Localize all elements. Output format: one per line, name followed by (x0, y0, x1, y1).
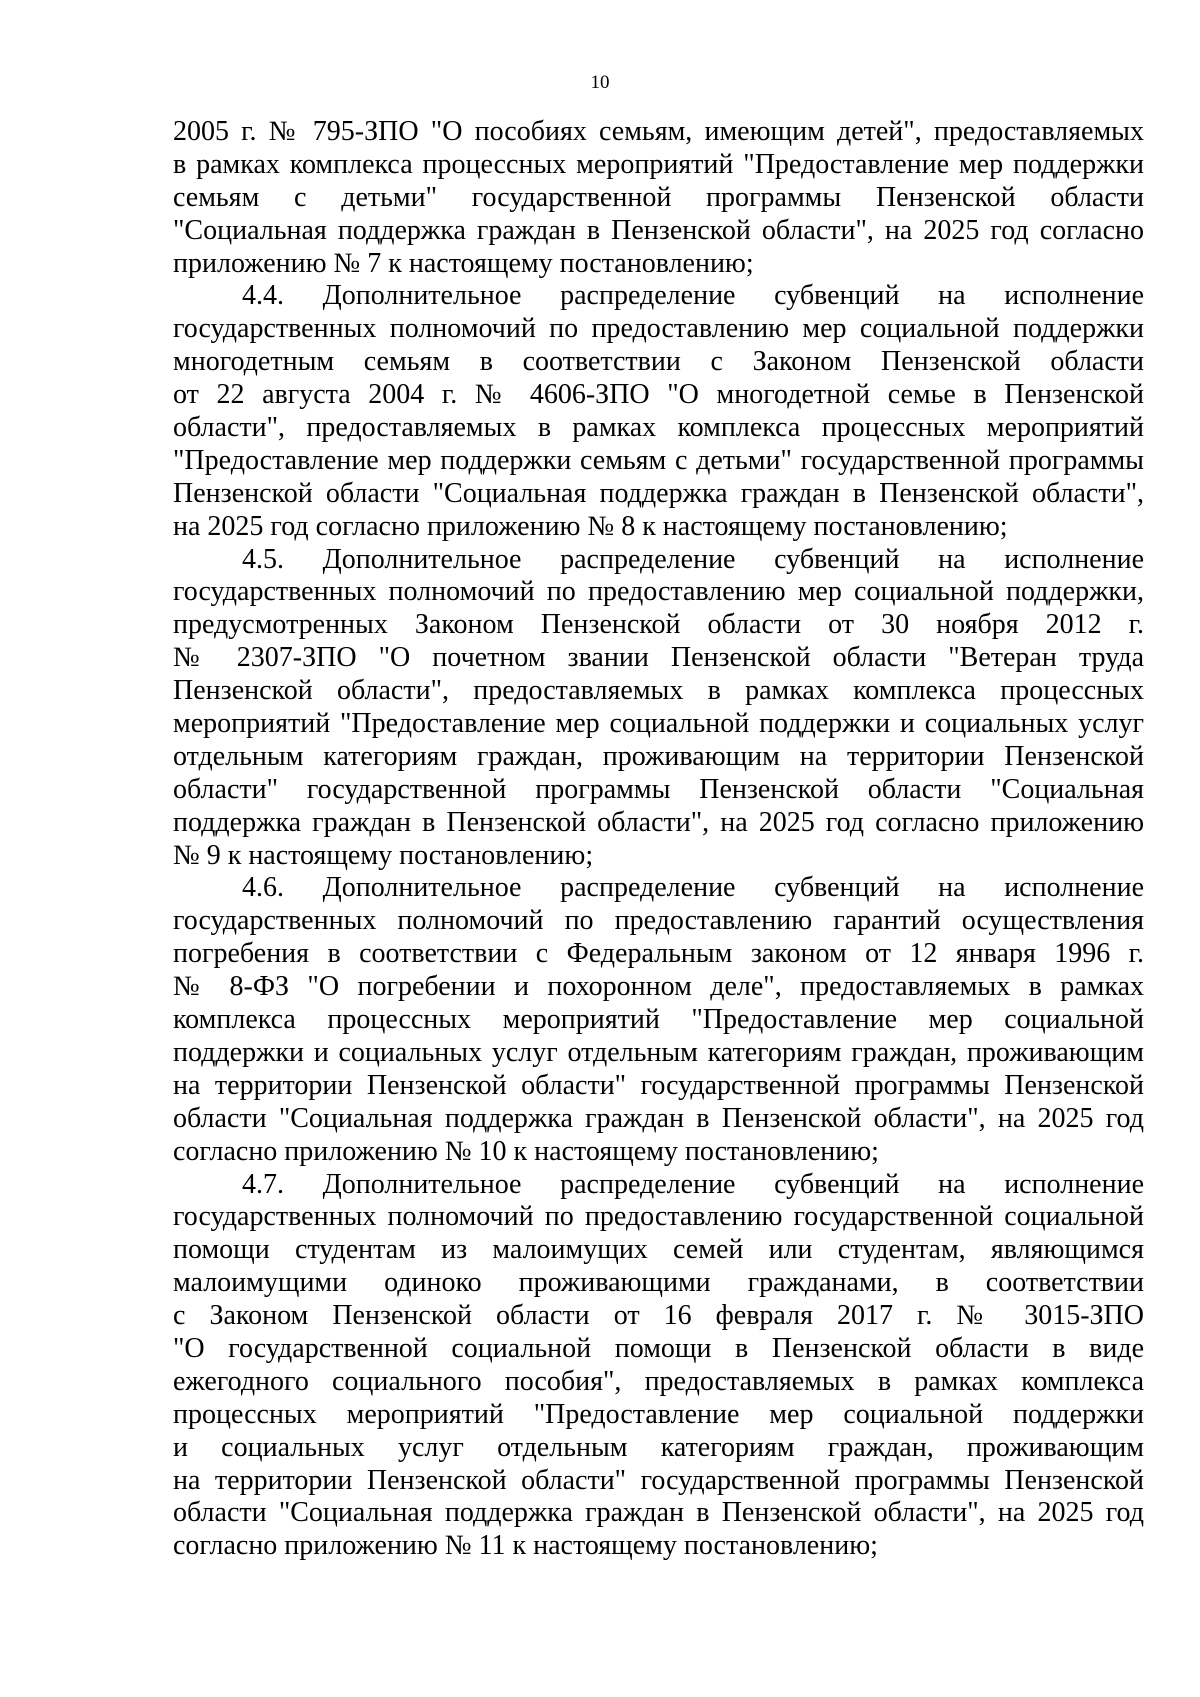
page-number: 10 (590, 72, 610, 93)
text-line: области "Социальная поддержка граждан в Пензенской области", на 2025 год (173, 1102, 1144, 1134)
text-line: на территории Пензенской области" государственной программы Пензенской (173, 1069, 1144, 1101)
text-line: погребения в соответствии с Федеральным законом от 12 января 1996 г. (173, 938, 1144, 970)
text-line: 4.5. Дополнительное распределение субвенций на исполнение (242, 543, 1144, 575)
text-line: процессных мероприятий "Предоставление мер социальной поддержки (173, 1398, 1144, 1430)
text-line: "Предоставление мер поддержки семьям с детьми" государственной программы (173, 444, 1144, 476)
text-line: государственных полномочий по предоставлению мер социальной поддержки (173, 313, 1144, 345)
text-line: ежегодного социального пособия", предоставляемых в рамках комплекса (173, 1365, 1144, 1397)
paragraph-4-6 (173, 872, 1144, 1168)
paragraph-4-5 (173, 544, 1144, 873)
text-line: области", предоставляемых в рамках комплекса процессных мероприятий (173, 412, 1144, 444)
text-line: в рамках комплекса процессных мероприятий "Предоставление мер поддержки (173, 148, 1144, 180)
text-line: государственных полномочий по предоставлению мер социальной поддержки, (173, 576, 1144, 608)
text-line: "Социальная поддержка граждан в Пензенской области", на 2025 год согласно (173, 214, 1144, 246)
text-line: № 2307-ЗПО "О почетном звании Пензенской области "Ветеран труда (173, 642, 1144, 674)
text-line: области "Социальная поддержка граждан в Пензенской области", на 2025 год (173, 1497, 1144, 1529)
text-line: согласно приложению № 11 к настоящему постановлению; (173, 1530, 878, 1562)
text-line: мероприятий "Предоставление мер социальной поддержки и социальных услуг (173, 708, 1144, 740)
text-line: поддержка граждан в Пензенской области", на 2025 год согласно приложению (173, 806, 1144, 838)
text-line: Пензенской области "Социальная поддержка граждан в Пензенской области", (173, 477, 1144, 509)
text-line: от 22 августа 2004 г. № 4606-ЗПО "О многодетной семье в Пензенской (173, 379, 1144, 411)
text-line: поддержки и социальных услуг отдельным категориям граждан, проживающим (173, 1036, 1144, 1068)
text-line: 4.6. Дополнительное распределение субвенций на исполнение (242, 872, 1144, 904)
text-line: области" государственной программы Пензенской области "Социальная (173, 773, 1144, 805)
text-line: государственных полномочий по предоставлению государственной социальной (173, 1201, 1144, 1233)
text-line: с Законом Пензенской области от 16 февраля 2017 г. № 3015-ЗПО (173, 1300, 1144, 1332)
text-line: комплекса процессных мероприятий "Предоставление мер социальной (173, 1004, 1144, 1036)
paragraph-4-7 (173, 1169, 1144, 1564)
text-line: государственных полномочий по предоставлению гарантий осуществления (173, 905, 1144, 937)
text-line: 4.4. Дополнительное распределение субвенций на исполнение (242, 280, 1144, 312)
text-line: приложению № 7 к настоящему постановлению; (173, 247, 754, 279)
text-line: на территории Пензенской области" государственной программы Пензенской (173, 1464, 1144, 1496)
document-body (173, 116, 1144, 1563)
text-line: многодетным семьям в соответствии с Законом Пензенской области (173, 346, 1144, 378)
text-line: 2005 г. № 795-ЗПО "О пособиях семьям, имеющим детей", предоставляемых (173, 116, 1144, 147)
text-line: предусмотренных Законом Пензенской области от 30 ноября 2012 г. (173, 609, 1144, 641)
text-line: на 2025 год согласно приложению № 8 к настоящему постановлению; (173, 510, 1008, 542)
text-line: 4.7. Дополнительное распределение субвенций на исполнение (242, 1168, 1144, 1200)
text-line: помощи студентам из малоимущих семей или студентам, являющимся (173, 1234, 1144, 1266)
text-line: № 8-ФЗ "О погребении и похоронном деле", предоставляемых в рамках (173, 971, 1144, 1003)
text-line: отдельным категориям граждан, проживающим на территории Пензенской (173, 740, 1144, 772)
text-line: согласно приложению № 10 к настоящему постановлению; (173, 1135, 879, 1167)
text-line: Пензенской области", предоставляемых в рамках комплекса процессных (173, 675, 1144, 707)
text-line: семьям с детьми" государственной программы Пензенской области (173, 181, 1144, 213)
text-line: "О государственной социальной помощи в Пензенской области в виде (173, 1332, 1144, 1364)
text-line: № 9 к настоящему постановлению; (173, 839, 594, 871)
text-line: и социальных услуг отдельным категориям граждан, проживающим (173, 1431, 1144, 1463)
paragraph-continuation (173, 116, 1144, 280)
text-line: малоимущими одиноко проживающими гражданами, в соответствии (173, 1267, 1144, 1299)
paragraph-4-4 (173, 280, 1144, 543)
